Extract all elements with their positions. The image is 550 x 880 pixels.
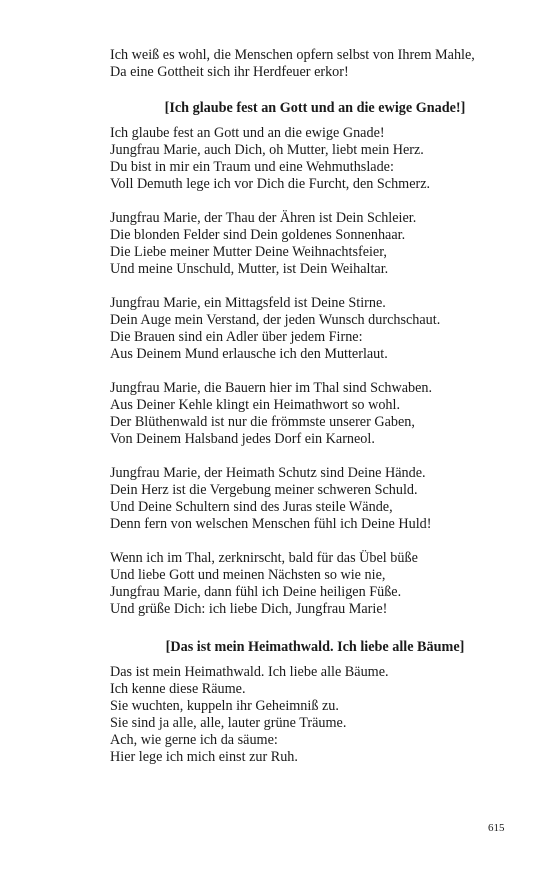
poem-1-stanza-5 (110, 465, 520, 533)
verse-line: Dein Herz ist die Vergebung meiner schweren Schuld. (110, 482, 418, 498)
verse-line: Die Liebe meiner Mutter Deine Weihnachtsfeier, (110, 244, 387, 260)
verse-line: Denn fern von welschen Menschen fühl ich Deine Huld! (110, 516, 432, 532)
verse-line: Ach, wie gerne ich da säume: (110, 732, 278, 748)
verse-line: Ich kenne diese Räume. (110, 681, 246, 697)
verse-line: Jungfrau Marie, die Bauern hier im Thal sind Schwaben. (110, 380, 433, 396)
verse-line: Jungfrau Marie, der Thau der Ähren ist Dein Schleier. (110, 210, 417, 226)
verse-line: Jungfrau Marie, ein Mittagsfeld ist Deine Stirne. (110, 295, 386, 311)
intro-stanza (110, 47, 520, 81)
verse-line: Da eine Gottheit sich ihr Herdfeuer erkor! (110, 64, 349, 80)
poem-title-1: [Ich glaube fest an Gott und an die ewige Gnade!] (164, 100, 466, 116)
poem-1-stanza-4 (110, 380, 520, 448)
poem-title-2: [Das ist mein Heimathwald. Ich liebe alle Bäume] (165, 639, 465, 655)
verse-line: Von Deinem Halsband jedes Dorf ein Karneol. (110, 431, 375, 447)
verse-line: Jungfrau Marie, dann fühl ich Deine heiligen Füße. (110, 584, 402, 600)
verse-line: Ich weiß es wohl, die Menschen opfern selbst von Ihrem Mahle, (110, 47, 475, 63)
poem-1-stanza-2 (110, 210, 520, 278)
verse-line: Sie wuchten, kuppeln ihr Geheimniß zu. (110, 698, 339, 714)
verse-line: Sie sind ja alle, alle, lauter grüne Träume. (110, 715, 347, 731)
verse-line: Ich glaube fest an Gott und an die ewige Gnade! (110, 125, 385, 141)
verse-line: Dein Auge mein Verstand, der jeden Wunsch durchschaut. (110, 312, 441, 328)
verse-line: Hier lege ich mich einst zur Ruh. (110, 749, 298, 765)
verse-line: Und meine Unschuld, Mutter, ist Dein Weihaltar. (110, 261, 389, 277)
verse-line: Aus Deiner Kehle klingt ein Heimathwort so wohl. (110, 397, 400, 413)
verse-line: Jungfrau Marie, auch Dich, oh Mutter, liebt mein Herz. (110, 142, 424, 158)
text-body (110, 47, 520, 766)
verse-line: Die Brauen sind ein Adler über jedem Firne: (110, 329, 363, 345)
verse-line: Voll Demuth lege ich vor Dich die Furcht, den Schmerz. (110, 176, 431, 192)
verse-line: Der Blüthenwald ist nur die frömmste unserer Gaben, (110, 414, 415, 430)
poem-2-stanza (110, 664, 520, 766)
verse-line: Und liebe Gott und meinen Nächsten so wie nie, (110, 567, 386, 583)
verse-line: Wenn ich im Thal, zerknirscht, bald für das Übel büße (110, 550, 418, 566)
verse-line: Aus Deinem Mund erlausche ich den Mutterlaut. (110, 346, 388, 362)
verse-line: Du bist in mir ein Traum und eine Wehmuthslade: (110, 159, 394, 175)
verse-line: Jungfrau Marie, der Heimath Schutz sind Deine Hände. (110, 465, 426, 481)
verse-line: Und Deine Schultern sind des Juras steile Wände, (110, 499, 393, 515)
verse-line: Und grüße Dich: ich liebe Dich, Jungfrau Marie! (110, 601, 388, 617)
verse-line: Das ist mein Heimathwald. Ich liebe alle Bäume. (110, 664, 389, 680)
poem-1-stanza-1 (110, 125, 520, 193)
poem-1-stanza-3 (110, 295, 520, 363)
page-number: 615 (488, 822, 505, 834)
poem-1-stanza-6 (110, 550, 520, 618)
verse-line: Die blonden Felder sind Dein goldenes Sonnenhaar. (110, 227, 406, 243)
